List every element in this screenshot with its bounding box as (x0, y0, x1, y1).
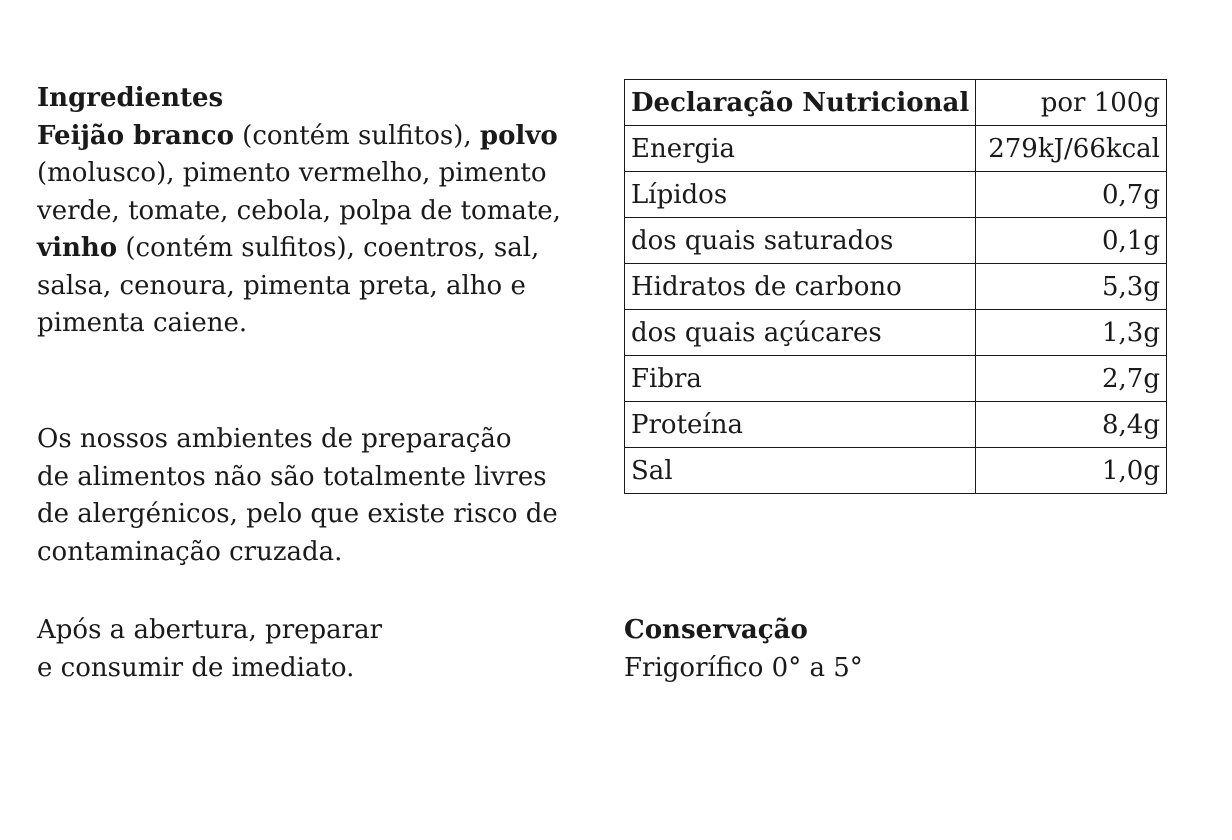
conservation-title: Conservação (624, 615, 808, 645)
nutrition-header-row (625, 80, 1167, 126)
nutrition-label: dos quais açúcares (625, 310, 976, 356)
after-opening-notice (37, 612, 577, 687)
nutrition-value: 0,7g (976, 172, 1167, 218)
conservation-section (624, 612, 863, 687)
allergen-line: de alimentos não são totalmente livres (37, 461, 547, 492)
ingredient-text-1: (contém sulfitos), (233, 120, 480, 151)
nutrition-label: Hidratos de carbono (625, 264, 976, 310)
nutrition-label: Fibra (625, 356, 976, 402)
ingredients-section (37, 80, 577, 343)
allergen-line: contaminação cruzada. (37, 536, 343, 567)
nutrition-table (624, 79, 1167, 494)
nutrition-label: Energia (625, 126, 976, 172)
nutrition-row-lipidos (625, 172, 1167, 218)
ingredient-text-3: (contém sulfitos), coentros, sal, salsa, cenoura, pimenta preta, alho e pimenta caiene. (37, 233, 540, 338)
nutrition-label: Lípidos (625, 172, 976, 218)
nutrition-per: por 100g (976, 80, 1167, 126)
nutrition-title: Declaração Nutricional (625, 80, 976, 126)
nutrition-value: 1,0g (976, 448, 1167, 494)
nutrition-value: 8,4g (976, 402, 1167, 448)
nutrition-row-acucares (625, 310, 1167, 356)
allergen-line: de alergénicos, pelo que existe risco de (37, 499, 558, 529)
nutrition-row-proteina (625, 402, 1167, 448)
ingredients-title: Ingredientes (37, 83, 224, 113)
nutrition-value: 0,1g (976, 218, 1167, 264)
nutrition-row-fibra (625, 356, 1167, 402)
allergen-notice (37, 421, 577, 571)
allergen-line: Os nossos ambientes de preparação (37, 424, 512, 454)
nutrition-row-saturados (625, 218, 1167, 264)
nutrition-row-hidratos (625, 264, 1167, 310)
after-opening-line: Após a abertura, preparar (37, 615, 383, 645)
conservation-text: Frigorífico 0° a 5° (624, 652, 863, 683)
nutrition-label: Sal (625, 448, 976, 494)
ingredient-polvo: polvo (479, 120, 558, 151)
ingredients-text (37, 118, 577, 343)
nutrition-label: Proteína (625, 402, 976, 448)
ingredient-feijao-branco: Feijão branco (37, 120, 234, 151)
nutrition-value: 279kJ/66kcal (976, 126, 1167, 172)
nutrition-value: 2,7g (976, 356, 1167, 402)
ingredient-text-2: (molusco), pimento vermelho, pimento verde, tomate, cebola, polpa de tomate, (37, 158, 561, 226)
nutrition-row-energia (625, 126, 1167, 172)
after-opening-line: e consumir de imediato. (37, 652, 355, 683)
ingredient-vinho: vinho (37, 233, 118, 263)
nutrition-value: 5,3g (976, 264, 1167, 310)
nutrition-row-sal (625, 448, 1167, 494)
nutrition-value: 1,3g (976, 310, 1167, 356)
nutrition-label: dos quais saturados (625, 218, 976, 264)
